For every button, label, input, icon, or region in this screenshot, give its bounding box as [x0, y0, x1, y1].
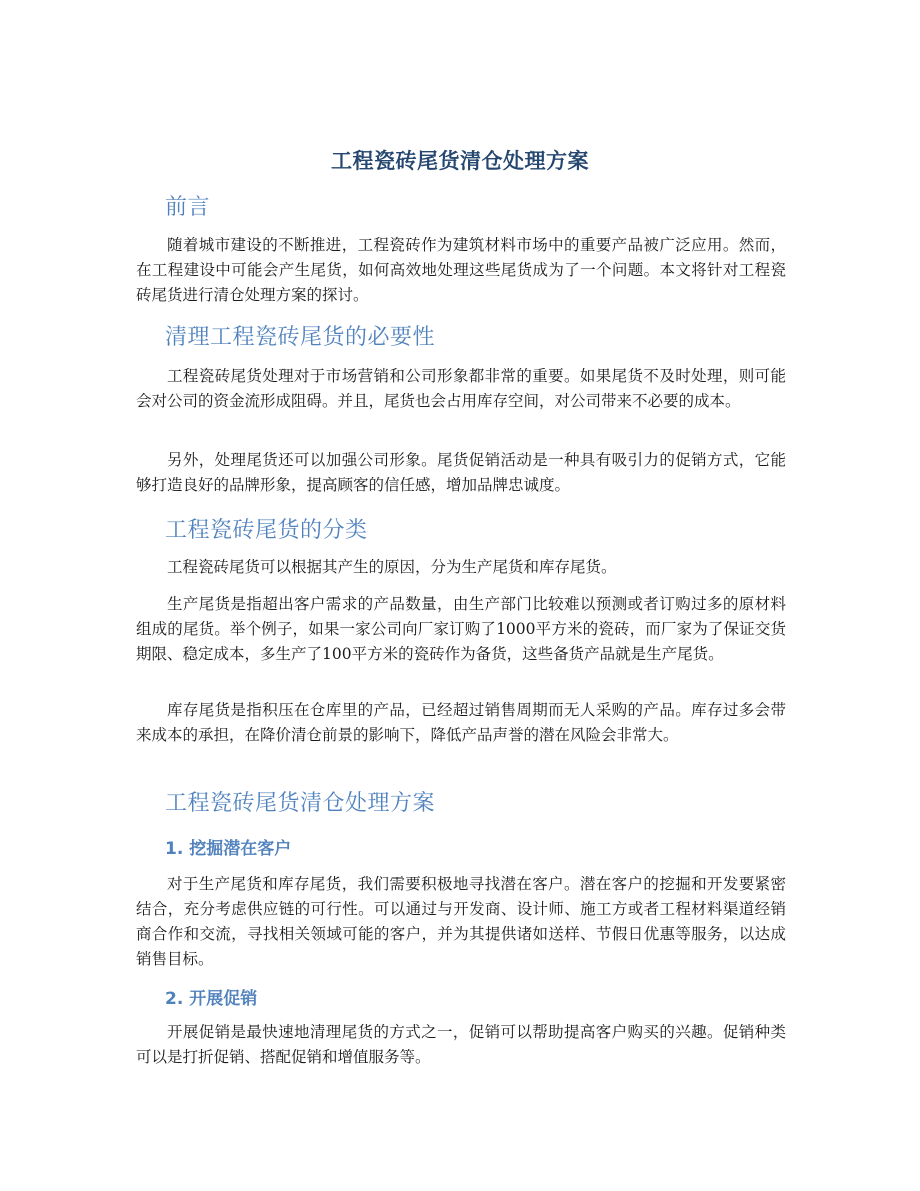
- document-title: 工程瓷砖尾货清仓处理方案: [331, 149, 589, 173]
- paragraph-classification-2: 生产尾货是指超出客户需求的产品数量，由生产部门比较难以预测或者订购过多的原材料组成的尾货。举个例子，如果一家公司向厂家订购了1000平方米的瓷砖，而厂家为了保证交货期限、稳定成本，多生产了100平方米的瓷砖作为备货，这些备货产品就是生产尾货。: [136, 595, 786, 663]
- paragraph-necessity-2: 另外，处理尾货还可以加强公司形象。尾货促销活动是一种具有吸引力的促销方式，它能够打造良好的品牌形象，提高顾客的信任感，增加品牌忠诚度。: [136, 451, 786, 494]
- paragraph-promotion: 开展促销是最快速地清理尾货的方式之一，促销可以帮助提高客户购买的兴趣。促销种类可以是打折促销、搭配促销和增值服务等。: [136, 1023, 786, 1066]
- heading-plan: 工程瓷砖尾货清仓处理方案: [165, 791, 436, 816]
- heading-necessity: 清理工程瓷砖尾货的必要性: [165, 325, 436, 350]
- paragraph-classification-3: 库存尾货是指积压在仓库里的产品，已经超过销售周期而无人采购的产品。库存过多会带来成本的承担，在降价清仓前景的影响下，降低产品声誉的潜在风险会非常大。: [136, 701, 786, 744]
- subheading-promotion: 2. 开展促销: [165, 989, 258, 1009]
- paragraph-preface-1: 随着城市建设的不断推进，工程瓷砖作为建筑材料市场中的重要产品被广泛应用。然而，在工程建设中可能会产生尾货，如何高效地处理这些尾货成为了一个问题。本文将针对工程瓷砖尾货进行清仓处理方案的探讨。: [136, 236, 786, 304]
- heading-preface: 前言: [165, 195, 211, 220]
- paragraph-classification-1: 工程瓷砖尾货可以根据其产生的原因，分为生产尾货和库存尾货。: [167, 558, 617, 576]
- subheading-customers: 1. 挖掘潜在客户: [165, 839, 292, 859]
- heading-classification: 工程瓷砖尾货的分类: [165, 518, 368, 543]
- paragraph-customers: 对于生产尾货和库存尾货，我们需要积极地寻找潜在客户。潜在客户的挖掘和开发要紧密结合，充分考虑供应链的可行性。可以通过与开发商、设计师、施工方或者工程材料渠道经销商合作和交流，寻找相关领域可能的客户，并为其提供诸如送样、节假日优惠等服务，以达成销售目标。: [136, 875, 786, 968]
- paragraph-necessity-1: 工程瓷砖尾货处理对于市场营销和公司形象都非常的重要。如果尾货不及时处理，则可能会对公司的资金流形成阻碍。并且，尾货也会占用库存空间，对公司带来不必要的成本。: [136, 367, 786, 410]
